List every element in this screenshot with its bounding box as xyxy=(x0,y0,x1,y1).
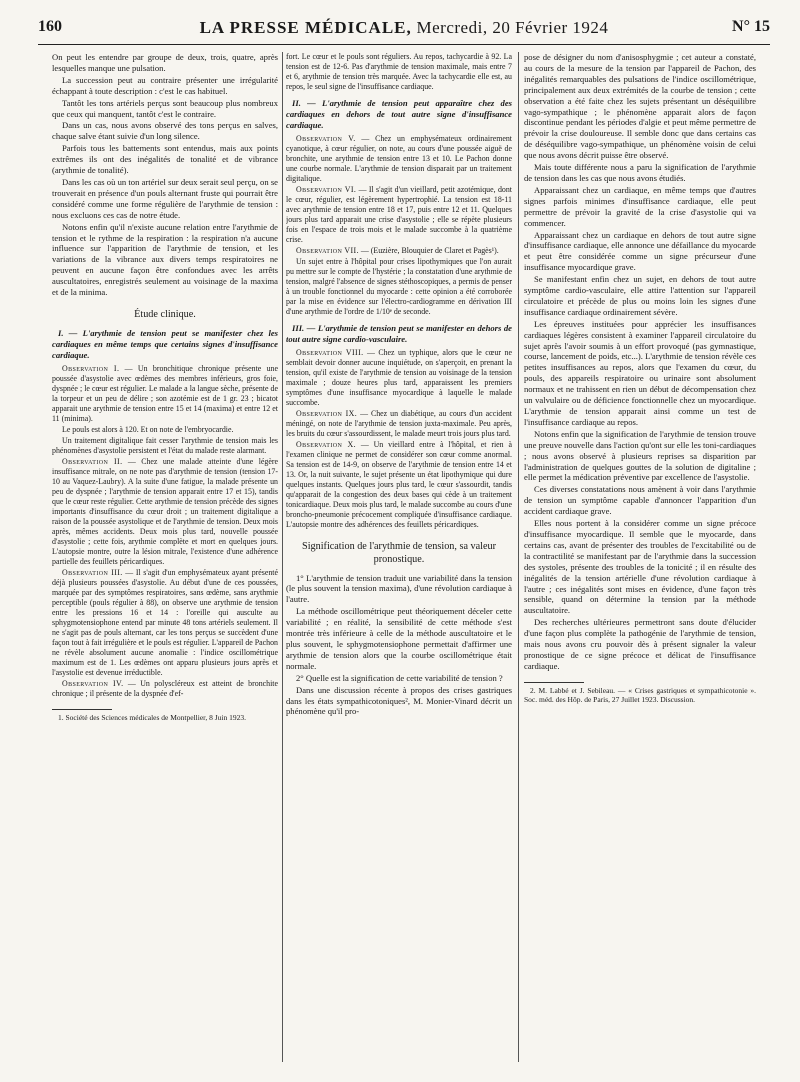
paragraph: Dans une discussion récente à propos des crises gastriques dans les états sympathicotoniques², M. Monier-Vinard décrit un phénomène qu'il pro- xyxy=(286,684,512,717)
observation-label: Observation VI. xyxy=(296,184,357,194)
footnote-rule xyxy=(524,682,584,683)
observation xyxy=(52,457,278,567)
page-header xyxy=(38,14,770,45)
footnote: 2. M. Labbé et J. Sebileau. — « Crises gastriques et sympathicotonie ». Soc. méd. des Hôp. de Paris, 27 Juillet 1923. Discussion. xyxy=(524,685,756,705)
observation xyxy=(52,364,278,424)
paragraph: Un traitement digitalique fait cesser l'arythmie de tension mais les phénomènes d'asystolie persistent et l'état du malade reste alarmant. xyxy=(52,435,278,455)
observation-text: — Chez un emphysémateux ordinairement cyanotique, à cœur régulier, on note, au cours d'une poussée aiguë de bronchite, une arythmie de tension entre 13 et 10. Le Pachon donne une courbe normale. L'arythmie de tension disparait par un traitement digitalique. xyxy=(286,133,512,183)
observation-text: — Il s'agit d'un emphysémateux ayant présenté déjà plusieurs poussées d'asystolie. Au début d'une de ces poussées, marquée par des symptômes respiratoires, sans œdème, sans arythmie perceptible (pouls régulier à 88), on observe une arythmie de tension entre les pressions 16 et 14 : l'oreille qui ausculte au sphygmotensiophone entend par minute 48 tons artériels seulement. Il ne s'agit pas de pouls alternant, car les tons perçus se succèdent d'une façon tout à fait irrégulière et le pouls est régulier. L'appareil de Pachon ne révèle absolument aucune anomalie : l'indice oscillométrique maximum est de 1. Les œdèmes ont apparu plusieurs jours après et l'asystolie est devenue irréductible. xyxy=(52,567,278,677)
observation-text: — Chez un typhique, alors que le cœur ne semblait devoir donner aucune inquiétude, on s'aperçoit, en prenant la tension, qu'il existe de l'arythmie de tension au voisinage de la tension maximale ; douze heures plus tard, apparaissent les premiers symptômes d'une insuffisance myocardique à laquelle le malade succombe. xyxy=(286,347,512,407)
paragraph: fort. Le cœur et le pouls sont réguliers. Au repos, tachycardie à 92. La tension est de 12-6. Pas d'arythmie de tension maximale, mais entre 7 et 6, arythmie de tension très marquée. Avec la tachycardie elle est, au repos, le seul signe de l'insuffisance cardiaque. xyxy=(286,52,512,91)
paragraph: Les épreuves instituées pour apprécier les insuffisances cardiaques légères consistent à examiner l'appareil circulatoire du sujet après l'avoir soumis à un effort provoqué (pas gymnastique, course, lancement de poids, etc...). L'arythmie de tension révèle ces petites insuffisances au repos, alors que l'examen du cœur, du pouls, des appareils respiratoire ou urinaire sont absolument normaux et ne trahissent en rien un début de décompensation chez un valvulaire ou de déficience fonctionnelle chez un myocardique. L'arythmie de tension apparait ainsi comme un test de l'insuffisance cardiaque au repos. xyxy=(524,318,756,427)
observation xyxy=(286,440,512,530)
observation-text: — Chez un diabétique, au cours d'un accident méningé, on note de l'arythmie de tension juxta-maximale. Peu après, les bruits du cœur s'assourdissent, le malade meurt trois jours plus tard. xyxy=(286,408,512,438)
page-number: 160 xyxy=(38,18,62,35)
observation-label: Observation I. xyxy=(62,363,120,373)
paragraph: 1° L'arythmie de tension traduit une variabilité dans la tension (le plus souvent la tension maxima), d'une révolution cardiaque à l'autre. xyxy=(286,572,512,605)
subsection-heading: I. — L'arythmie de tension peut se manifester chez les cardiaques en même temps que certains signes d'insuffisance cardiaque. xyxy=(52,327,278,360)
subsection-heading: II. — L'arythmie de tension peut apparaître chez des cardiaques en dehors de tout autre signe d'insuffisance cardiaque. xyxy=(286,98,512,130)
observation-label: Observation II. xyxy=(62,456,123,466)
paragraph: Apparaissant chez un cardiaque en dehors de tout autre signe d'insuffisance cardiaque, elle annonce une défaillance du myocarde et peut être considérée comme un signe précurseur d'une insuffisance myocardique grave. xyxy=(524,229,756,273)
paragraph: Ces diverses constatations nous amènent à voir dans l'arythmie de tension un symptôme capable d'annoncer l'apparition d'un accident cardiaque grave. xyxy=(524,484,756,517)
observation xyxy=(286,134,512,184)
paragraph: Un sujet entre à l'hôpital pour crises lipothymiques que l'on aurait pu mettre sur le compte de l'hystérie ; la constatation d'une arythmie de tension, malgré l'absence de signes stéthoscopiques, a permis de penser à un trouble fonctionnel du myocarde : cette opinion a été corroborée par la mise en évidence sur l'électro-cardiogramme en dérivation III d'une arythmie de l'ordre de 1/10ᵉ de seconde. xyxy=(286,256,512,316)
observation-label: Observation IX. xyxy=(296,408,358,418)
column-rule xyxy=(518,52,519,1062)
journal-name: LA PRESSE MÉDICALE, xyxy=(199,18,412,37)
column-middle xyxy=(286,52,512,1067)
paragraph: La succession peut au contraire présenter une irrégularité échappant à toute description : c'est le cas habituel. xyxy=(52,74,278,96)
subsection-heading: III. — L'arythmie de tension peut se manifester en dehors de tout autre signe cardio-vasculaire. xyxy=(286,322,512,344)
paragraph: Le pouls est alors à 120. Et on note de l'embryocardie. xyxy=(62,424,234,434)
observation xyxy=(286,246,512,256)
observation-label: Observation IV. xyxy=(62,678,124,688)
paragraph: Notons enfin qu'il n'existe aucune relation entre l'arythmie de tension et le rythme de la respiration : la respiration n'a aucune influence sur l'apparition de l'arythmie de tension, et les variations de la vibrance aux divers temps respiratoires ne peuvent en aucune façon être confondues avec les arrêts auscultatoires, enregistrés seulement au voisinage de la maxima et de la minima. xyxy=(52,221,278,298)
paragraph: Se manifestant enfin chez un sujet, en dehors de tout autre symptôme cardio-vasculaire, elle attire l'attention sur l'appareil circulatoire et précède de plus ou moins loin les signes d'une insuffisance cardiaque ordinairement sévère. xyxy=(524,274,756,317)
paragraph: Elles nous portent à la considérer comme un signe précoce d'insuffisance myocardique. Il semble que le myocarde, dans certains cas, avant de présenter des troubles de l'excitabilité ou de la contractilité se manifestant par de l'arythmie dans la succession des systoles, présente des troubles de la tonicité ; il en résulte des inégalités de la tension artérielle d'une révolution cardiaque à l'autre ; ces inégalités sont mises en évidence, d'une façon très sensible, quand on détermine la tension par la méthode auscultatoire. xyxy=(524,518,756,616)
footnote-rule xyxy=(52,709,112,710)
observation-label: Observation VIII. xyxy=(296,347,364,357)
observation-text: — Chez une malade atteinte d'une légère insuffisance mitrale, on ne note pas d'arythmie de tension (tension 17-10 au Vaquez-Laubry). A la suite d'une fatigue, la malade présente un peu de dyspnée ; l'arythmie de tension apparait entre 17 et 15), tandis que le cœur reste régulier. Cette arythmie de tension précède des signes importants d'insuffisance du cœur droit ; un traitement digitalique a raison de la poussée asystolique et de l'arythmie de tension. Deux mois après, mêmes accidents. Deux mois plus tard, nouvelle poussée d'asystolie ; cette fois, arythmie complète et mort en quelques jours. L'autopsie montre, outre la lésion mitrale, l'existence d'une adhérence partielle des feuillets péricardiques. xyxy=(52,456,278,566)
paragraph: Dans un cas, nous avons observé des tons perçus en salves, chaque salve étant suivie d'un long silence. xyxy=(52,120,278,142)
paragraph: On peut les entendre par groupe de deux, trois, quatre, après lesquelles manque une pulsation. xyxy=(52,52,278,73)
column-rule xyxy=(282,52,283,1062)
section-heading: Signification de l'arythmie de tension, sa valeur pronostique. xyxy=(302,540,496,565)
observation xyxy=(52,568,278,678)
observation-label: Observation V. xyxy=(296,133,356,143)
paragraph: Notons enfin que la signification de l'arythmie de tension trouve une preuve nouvelle dans l'action qu'ont sur elle les toni-cardiaques ; nous avons observé à plusieurs reprises sa disparition par l'administration de quelques gouttes de la solution de digitaline ; elle permet la médication préventive par excellence de l'asystolie. xyxy=(524,428,756,483)
observation-text: — Un vieillard entre à l'hôpital, et rien à l'examen clinique ne permet de considérer son cœur comme anormal. Sa tension est de 14-9, on observe de l'arythmie de tension entre 14 et 13. Or, la nuit suivante, le sujet présente un état lipothymique qui dure quelques instants. Quelques jours plus tard, le cœur s'assourdit, tandis qu'apparait de la congestion des deux bases qui cède à un traitement tonicardiaque. Deux mois plus tard, le malade succombe au cours d'une broncho-pneumonie précocement compliquée d'insuffisance cardiaque. L'autopsie montre des adhérences des feuillets péricardiques. xyxy=(286,439,512,529)
paragraph: Dans les cas où un ton artériel sur deux serait seul perçu, on se trouverait en présence d'un pouls alternant fruste qui pourrait être considéré comme une forme régulière de l'arythmie de tension : nous excluons ces cas de notre étude. xyxy=(52,176,278,220)
paragraph: Tantôt les tons artériels perçus sont beaucoup plus nombreux que ceux qui manquent, tantôt c'est le contraire. xyxy=(52,97,278,119)
paragraph: La méthode oscillométrique peut théoriquement déceler cette variabilité ; en réalité, la sensibilité de cette méthode s'est montrée très inférieure à celle de la méthode auscultatoire et le plus souvent, le sphygmotensiophone permettait d'affirmer une arythmie de tension alors que la courbe oscillométrique était normale. xyxy=(286,606,512,671)
paragraph: Apparaissant chez un cardiaque, en même temps que d'autres signes parfois minimes d'insuffisance cardiaque, elle peut permettre de prévoir la gravité de la crise d'asystolie qui va commencer. xyxy=(524,184,756,228)
observation-label: Observation VII. xyxy=(296,245,359,255)
observation-text: — Un bronchitique chronique présente une poussée d'asystolie avec œdèmes des membres inférieurs, gros foie, dyspnée ; le cœur est régulier. Le malade a la langue sèche, présente de la torpeur et un peu de délire ; son azotémie est de 1 gr. 23 ; bicatot apparait une arythmie de tension entre 15 et 14 (maxima) et entre 12 et 11 (minima). xyxy=(52,363,278,423)
observation-text: — (Euzière, Blouquier de Claret et Pagès¹). xyxy=(360,245,499,255)
paragraph: Des recherches ultérieures permettront sans doute d'élucider d'une façon plus complète la pathogénie de l'arythmie de tension, mais nous avons cru pouvoir dès à présent signaler la valeur pronostique de ce signe précoce et délicat de l'insuffisance cardiaque. xyxy=(524,617,756,671)
footnote: 1. Société des Sciences médicales de Montpellier, 8 Juin 1923. xyxy=(58,712,246,722)
observation xyxy=(286,348,512,408)
observation-label: Observation X. xyxy=(296,439,356,449)
observation-text: — Un polyscléreux est atteint de bronchite chronique ; il présente de la dyspnée d'ef- xyxy=(52,678,278,698)
observation-label: Observation III. xyxy=(62,567,123,577)
column-left xyxy=(52,52,278,1067)
paragraph: Parfois tous les battements sont entendus, mais aux points extrêmes ils ont des inégalités de tonalité et de vibrance (arythmie de tonalité). xyxy=(52,143,278,176)
section-heading: Étude clinique. xyxy=(134,308,196,320)
observation xyxy=(52,679,278,699)
issue-number: N° 15 xyxy=(732,18,770,35)
issue-date: Mercredi, 20 Février 1924 xyxy=(416,18,609,37)
observation xyxy=(286,185,512,245)
paragraph: 2° Quelle est la signification de cette variabilité de tension ? xyxy=(296,672,503,683)
paragraph: pose de désigner du nom d'anisosphygmie ; cet auteur a constaté, au cours de la mesure de la tension par l'appareil de Pachon, des inégalités remarquables des pulsations de l'indice oscillométrique, principalement aux deux extrémités de la courbe de tension ; cette observation a été faite chez les sujets présentant un déséquilibre vago-sympathique ; le phénomène apparait alors de façon discontinue pendant les périodes d'algie et peut même permettre de prévoir la crise douloureuse. Il semble donc que dans certains cas de déséquilibre vago-sympathique, un phénomène voisin de celui que nous avons décrit puisse être observé. xyxy=(524,52,756,161)
paragraph: Mais toute différente nous a paru la signification de l'arythmie de tension dans les cas que nous avons étudiés. xyxy=(524,162,756,183)
running-title xyxy=(38,18,770,38)
observation-text: — Il s'agit d'un vieillard, petit azotémique, dont le cœur, régulier, est légèrement hypertrophié. La tension est 18-11 avec arythmie de tension entre 18 et 17, puis entre 12 et 11. Quelques jours plus tard apparait une crise d'asystolie ; elle se répète plusieurs fois en l'espace de trois mois et le malade succombe à la quatrième crise. xyxy=(286,184,512,244)
column-right xyxy=(524,52,756,1067)
observation xyxy=(286,409,512,439)
